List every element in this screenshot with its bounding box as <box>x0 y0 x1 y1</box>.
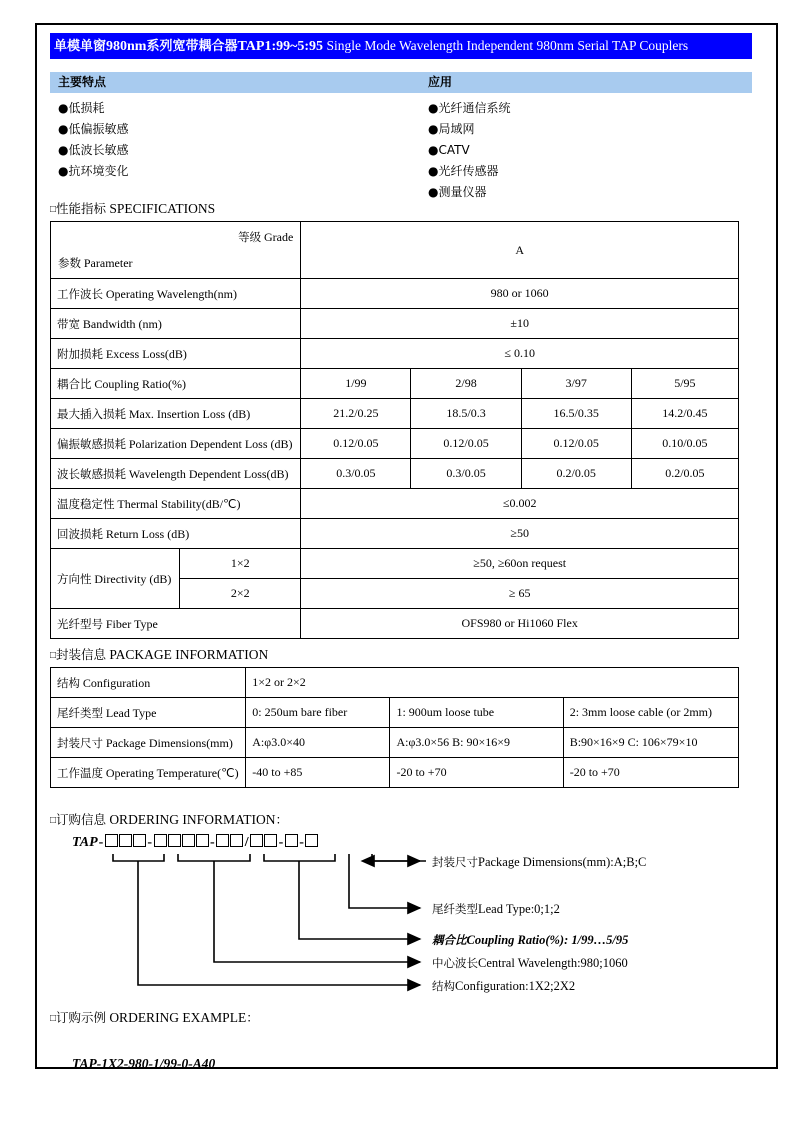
table-row <box>51 369 739 399</box>
row-value: A:φ3.0×56 B: 90×16×9 <box>390 728 563 758</box>
row-label: 附加损耗 Excess Loss(dB) <box>51 339 301 369</box>
row-label: 回波损耗 Return Loss (dB) <box>51 519 301 549</box>
package-information-table <box>50 667 739 788</box>
title-cn-part1: 单模单窗 <box>54 39 107 54</box>
bullet-square-icon: □ <box>50 815 57 826</box>
table-row <box>51 609 739 639</box>
spec-heading-en: SPECIFICATIONS <box>109 201 216 216</box>
package-heading-en: PACKAGE INFORMATION <box>109 647 269 662</box>
list-item: ●测量仪器 <box>428 185 487 199</box>
row-value: ±10 <box>301 309 739 339</box>
row-value: 0.12/0.05 <box>301 429 411 459</box>
table-row <box>51 668 739 698</box>
ordering-code-diagram <box>50 832 752 994</box>
annotation-coupling-ratio: 耦合比Coupling Ratio(%): 1/99…5/95 <box>432 933 629 947</box>
row-value: -20 to +70 <box>563 758 738 788</box>
row-value: 0.12/0.05 <box>411 429 521 459</box>
applications-heading: 应用 <box>428 75 453 89</box>
row-value: 0.3/0.05 <box>411 459 521 489</box>
list-item: ●光纤通信系统 <box>428 101 511 115</box>
table-row <box>51 429 739 459</box>
features-applications-body <box>50 98 752 199</box>
row-label: 工作波长 Operating Wavelength(nm) <box>51 279 301 309</box>
row-value: 0.10/0.05 <box>631 429 738 459</box>
annotation-package-dimensions: 封装尺寸Package Dimensions(mm):A;B;C <box>432 855 647 869</box>
package-section-heading <box>50 645 752 663</box>
directivity-label: 方向性 Directivity (dB) <box>51 549 180 609</box>
row-value: 980 or 1060 <box>301 279 739 309</box>
features-heading: 主要特点 <box>58 75 107 89</box>
example-heading-en: ORDERING EXAMPLE <box>109 1010 247 1025</box>
row-value: 3/97 <box>521 369 631 399</box>
example-heading-cn: 订购示例 <box>56 1010 107 1025</box>
row-value: 21.2/0.25 <box>301 399 411 429</box>
package-heading-cn: 封装信息 <box>56 647 107 662</box>
example-part-number-wrap <box>50 1040 752 1086</box>
part-number-prefix: TAP <box>72 835 98 850</box>
row-label: 结构 Configuration <box>51 668 246 698</box>
row-value: 0.3/0.05 <box>301 459 411 489</box>
ordering-heading-colon: ： <box>275 812 288 827</box>
table-row-header <box>51 222 739 279</box>
bullet-square-icon: □ <box>50 204 57 215</box>
ordering-section-heading <box>50 810 752 828</box>
page-content <box>50 33 752 1086</box>
row-label: 光纤型号 Fiber Type <box>51 609 301 639</box>
title-model: 980nm <box>106 39 147 54</box>
row-value: 0.2/0.05 <box>521 459 631 489</box>
list-item: ●抗环境变化 <box>58 164 129 178</box>
ordering-heading-cn: 订购信息 <box>56 812 107 827</box>
table-row-directivity-1 <box>51 549 739 579</box>
leader-lines <box>50 832 752 994</box>
spec-heading-cn: 性能指标 <box>56 201 107 216</box>
datasheet-page <box>35 23 778 1069</box>
table-row <box>51 758 739 788</box>
bullet-square-icon: □ <box>50 1013 57 1024</box>
part-number-template: TAP- - - / - - <box>72 834 319 851</box>
row-value: 0.2/0.05 <box>631 459 738 489</box>
row-label: 偏振敏感损耗 Polarization Dependent Loss (dB) <box>51 429 301 459</box>
table-row <box>51 399 739 429</box>
row-label: 温度稳定性 Thermal Stability(dB/℃) <box>51 489 301 519</box>
row-label: 带宽 Bandwidth (nm) <box>51 309 301 339</box>
title-en: Single Mode Wavelength Independent 980nm Serial TAP Couplers <box>326 38 689 53</box>
example-part-number: TAP-1X2-980-1/99-0-A40 <box>72 1056 216 1071</box>
row-value: ≤ 0.10 <box>301 339 739 369</box>
row-value: 5/95 <box>631 369 738 399</box>
row-value: ≥50 <box>301 519 739 549</box>
table-row <box>51 339 739 369</box>
grade-value-cell: A <box>301 222 739 279</box>
list-item: ●局域网 <box>428 122 475 136</box>
example-heading-colon: ： <box>246 1010 259 1025</box>
annotation-lead-type: 尾纤类型Lead Type:0;1;2 <box>432 902 560 916</box>
row-value: -40 to +85 <box>246 758 390 788</box>
title-cn-part2: 系列宽带耦合器 <box>146 39 238 54</box>
example-section-heading <box>50 1008 752 1026</box>
product-title-bar <box>50 33 752 59</box>
features-applications-band <box>50 72 752 93</box>
row-value: A:φ3.0×40 <box>246 728 390 758</box>
directivity-value: ≥50, ≥60on request <box>301 549 739 579</box>
row-label: 最大插入损耗 Max. Insertion Loss (dB) <box>51 399 301 429</box>
row-label: 工作温度 Operating Temperature(℃) <box>51 758 246 788</box>
row-label: 波长敏感损耗 Wavelength Dependent Loss(dB) <box>51 459 301 489</box>
annotation-configuration: 结构Configuration:1X2;2X2 <box>432 979 576 993</box>
row-label: 封装尺寸 Package Dimensions(mm) <box>51 728 246 758</box>
row-value: 2: 3mm loose cable (or 2mm) <box>563 698 738 728</box>
list-item: ●低波长敏感 <box>58 143 129 157</box>
row-value: B:90×16×9 C: 106×79×10 <box>563 728 738 758</box>
annotation-central-wavelength: 中心波长Central Wavelength:980;1060 <box>432 956 628 970</box>
directivity-config: 1×2 <box>180 549 301 579</box>
ordering-heading-en: ORDERING INFORMATION <box>109 812 276 827</box>
row-value: 2/98 <box>411 369 521 399</box>
directivity-value: ≥ 65 <box>301 579 739 609</box>
list-item: ●CATV <box>428 143 470 157</box>
table-row <box>51 309 739 339</box>
param-grade-header-cell <box>51 222 301 279</box>
list-item: ●光纤传感器 <box>428 164 499 178</box>
row-value: -20 to +70 <box>390 758 563 788</box>
specifications-section-heading <box>50 199 752 217</box>
directivity-config: 2×2 <box>180 579 301 609</box>
specifications-table <box>50 221 739 639</box>
grade-header-label: 等级 Grade <box>238 230 294 244</box>
row-label: 尾纤类型 Lead Type <box>51 698 246 728</box>
features-list <box>58 98 128 182</box>
parameter-header-label: 参数 Parameter <box>58 256 133 270</box>
table-row <box>51 279 739 309</box>
table-row <box>51 459 739 489</box>
table-row <box>51 489 739 519</box>
row-value: 0: 250um bare fiber <box>246 698 390 728</box>
row-value: 1×2 or 2×2 <box>246 668 739 698</box>
table-row <box>51 698 739 728</box>
row-value: 1: 900um loose tube <box>390 698 563 728</box>
title-code: TAP1:99~5:95 <box>237 39 324 54</box>
applications-list <box>428 98 510 203</box>
row-value: 18.5/0.3 <box>411 399 521 429</box>
list-item: ●低损耗 <box>58 101 105 115</box>
row-value: 16.5/0.35 <box>521 399 631 429</box>
table-row <box>51 728 739 758</box>
row-value: 1/99 <box>301 369 411 399</box>
list-item: ●低偏振敏感 <box>58 122 129 136</box>
row-label: 耦合比 Coupling Ratio(%) <box>51 369 301 399</box>
row-value: OFS980 or Hi1060 Flex <box>301 609 739 639</box>
row-value: 0.12/0.05 <box>521 429 631 459</box>
table-row <box>51 519 739 549</box>
row-value: 14.2/0.45 <box>631 399 738 429</box>
row-value: ≤0.002 <box>301 489 739 519</box>
bullet-square-icon: □ <box>50 650 57 661</box>
